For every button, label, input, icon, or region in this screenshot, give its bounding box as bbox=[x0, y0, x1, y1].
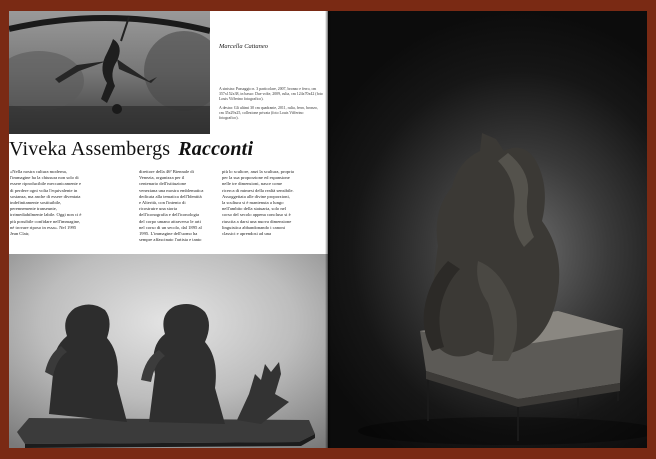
author-name: Marcella Cattaneo bbox=[219, 43, 269, 50]
artist-name: Viveka Assembergs bbox=[9, 138, 171, 160]
left-page bbox=[9, 11, 328, 448]
suspended-sculpture-illustration bbox=[9, 11, 210, 134]
body-column-2: direttore della 46ª Biennale di Venezia, organizza per il centenario dell'istituzione veneziana una mostra emblematica dedicata alla tematica dell'Identità e Alterità, con l'intento di ricostruire una storia dell'iconografia e dell'iconologia del corpo umano attraverso le arti nel corso di un secolo, dal 1895 al 1995. L'immagine dell'uomo ha sempre affascinato l'artista e tanto bbox=[139, 169, 204, 243]
heads-sculpture-illustration bbox=[9, 254, 328, 448]
page-spine bbox=[325, 11, 331, 448]
caption-right: A destra: Gli ultimi 30 cm quadrante, 2011, rulia, ferro, bronzo, cm 35x29x25, collezione privata (foto Louis Vifferino fotografico). bbox=[219, 106, 318, 120]
body-column-3: più lo scultore, anzi la scultura, propria per la sua proporzione ed espansione nelle tre dimensioni, nasce come ricerca di mimesi della realtà sensibile. Assoggettata alle divine proporzioni, la scultura si è mantenuta a lungo nell'ambito della statuaria, solo nel corso del secolo appena concluso si è riuscita a darsi una nuova dimensione linguistica abbandonando i canoni classici e aprendosi ad una bbox=[222, 169, 294, 237]
seated-figure-sculpture-illustration bbox=[328, 11, 647, 448]
article-title bbox=[9, 138, 328, 164]
heads-sculpture-photo bbox=[9, 254, 328, 448]
right-page bbox=[328, 11, 647, 448]
caption-left: A sinistra: Passaggio n. 3 particolare, 2007, bronzo e ferro, cm 357x152x38, in basso: Due volte, 2009, rulia, cm 124x70x42 (foto Louis Vifferino fotografico). bbox=[219, 87, 323, 101]
article-heading-word: Racconti bbox=[178, 138, 254, 160]
body-column-1: «Nella nostra cultura moderna, l'immagine ha la chiusura non solo di essere riproducibile meccanicamente e di perdere ogni volta l'equivalente in sostanza, ma anche di essere diventata indefinitamente sostituibile, perennemente transeunte, irrimediabilmente labile. Oggi non ci è più possibile confidare nell'immagine, né trovare riposo in essa». Nel 1995 Jean Clair, bbox=[10, 169, 82, 237]
magazine-spread bbox=[9, 11, 647, 448]
photo-captions bbox=[219, 87, 323, 125]
suspended-sculpture-photo bbox=[9, 11, 210, 134]
